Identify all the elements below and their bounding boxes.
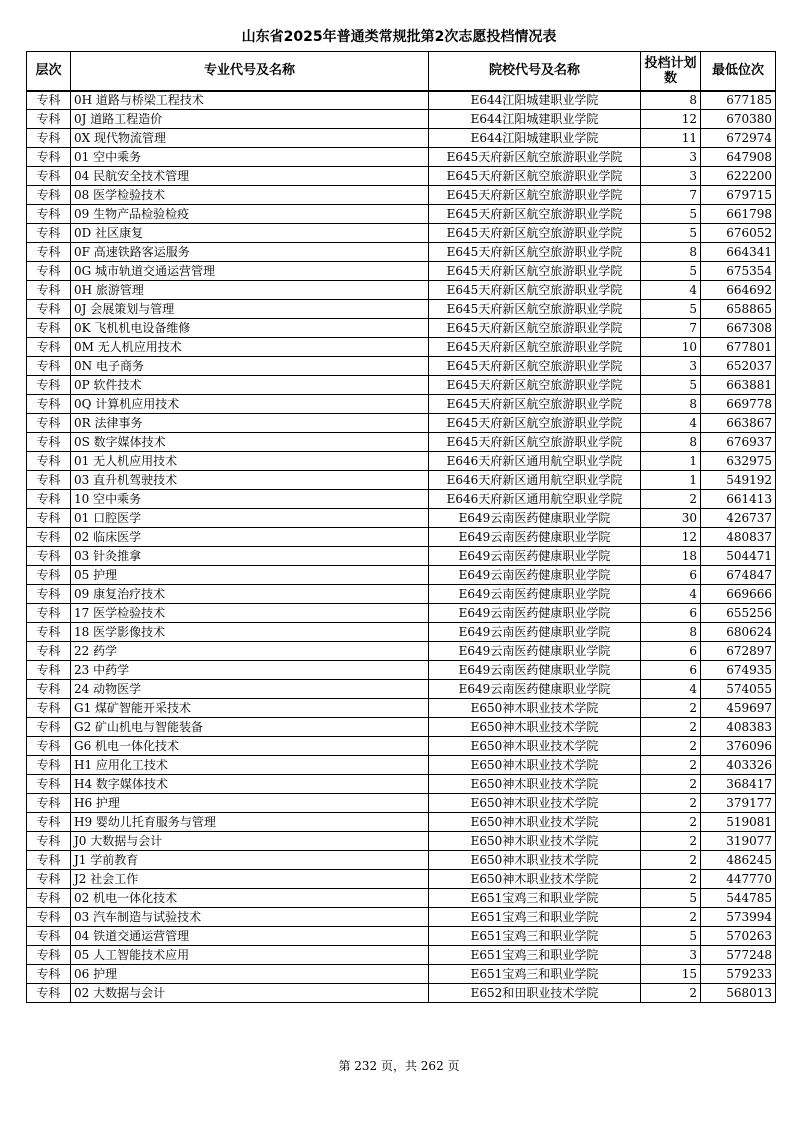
table-row (27, 243, 776, 262)
cell-major: 18 医学影像技术 (71, 623, 429, 642)
cell-major: H4 数字媒体技术 (71, 775, 429, 794)
cell-plan: 30 (641, 509, 701, 528)
table-row (27, 129, 776, 148)
cell-major: 0D 社区康复 (71, 224, 429, 243)
cell-major: J2 社会工作 (71, 870, 429, 889)
table-row (27, 110, 776, 129)
cell-school: E645天府新区航空旅游职业学院 (429, 281, 641, 300)
cell-major: H1 应用化工技术 (71, 756, 429, 775)
cell-rank: 672897 (701, 642, 776, 661)
cell-rank: 674935 (701, 661, 776, 680)
cell-plan: 15 (641, 965, 701, 984)
cell-plan: 10 (641, 338, 701, 357)
cell-school: E645天府新区航空旅游职业学院 (429, 376, 641, 395)
header-rank: 最低位次 (701, 52, 776, 91)
cell-level: 专科 (27, 110, 71, 129)
cell-plan: 7 (641, 186, 701, 205)
cell-rank: 622200 (701, 167, 776, 186)
cell-major: 04 民航安全技术管理 (71, 167, 429, 186)
cell-level: 专科 (27, 585, 71, 604)
cell-level: 专科 (27, 946, 71, 965)
cell-level: 专科 (27, 528, 71, 547)
cell-school: E645天府新区航空旅游职业学院 (429, 148, 641, 167)
cell-school: E651宝鸡三和职业学院 (429, 889, 641, 908)
table-row (27, 984, 776, 1003)
table-header-row (27, 52, 776, 91)
cell-plan: 2 (641, 908, 701, 927)
table-row (27, 623, 776, 642)
cell-major: 06 护理 (71, 965, 429, 984)
table-row (27, 186, 776, 205)
cell-rank: 664692 (701, 281, 776, 300)
cell-school: E650神木职业技术学院 (429, 851, 641, 870)
cell-level: 专科 (27, 262, 71, 281)
cell-level: 专科 (27, 281, 71, 300)
cell-rank: 661798 (701, 205, 776, 224)
header-plan: 投档计划数 (641, 52, 701, 91)
cell-level: 专科 (27, 129, 71, 148)
cell-school: E646天府新区通用航空职业学院 (429, 490, 641, 509)
table-row (27, 737, 776, 756)
cell-level: 专科 (27, 471, 71, 490)
page-footer: 第 232 页，共 262 页 (338, 1059, 460, 1073)
cell-level: 专科 (27, 186, 71, 205)
cell-major: 0J 道路工程造价 (71, 110, 429, 129)
cell-school: E650神木职业技术学院 (429, 756, 641, 775)
table-row (27, 471, 776, 490)
cell-plan: 3 (641, 357, 701, 376)
cell-rank: 319077 (701, 832, 776, 851)
table-row (27, 585, 776, 604)
cell-plan: 4 (641, 680, 701, 699)
cell-major: 01 口腔医学 (71, 509, 429, 528)
cell-rank: 573994 (701, 908, 776, 927)
cell-plan: 2 (641, 718, 701, 737)
cell-major: 03 针灸推拿 (71, 547, 429, 566)
admission-table (26, 51, 776, 1003)
table-row (27, 338, 776, 357)
page-title: 山东省2025年普通类常规批第2次志愿投档情况表 (241, 29, 557, 45)
table-row (27, 547, 776, 566)
cell-school: E649云南医药健康职业学院 (429, 642, 641, 661)
cell-level: 专科 (27, 661, 71, 680)
cell-rank: 579233 (701, 965, 776, 984)
cell-rank: 403326 (701, 756, 776, 775)
cell-major: 09 生物产品检验检疫 (71, 205, 429, 224)
cell-level: 专科 (27, 642, 71, 661)
table-row (27, 205, 776, 224)
cell-school: E646天府新区通用航空职业学院 (429, 471, 641, 490)
cell-plan: 1 (641, 471, 701, 490)
cell-plan: 5 (641, 300, 701, 319)
cell-level: 专科 (27, 737, 71, 756)
cell-rank: 577248 (701, 946, 776, 965)
cell-plan: 5 (641, 205, 701, 224)
cell-school: E650神木职业技术学院 (429, 832, 641, 851)
cell-level: 专科 (27, 832, 71, 851)
table-body (27, 91, 776, 1003)
cell-level: 专科 (27, 414, 71, 433)
cell-school: E645天府新区航空旅游职业学院 (429, 433, 641, 452)
table-row (27, 148, 776, 167)
cell-plan: 3 (641, 946, 701, 965)
cell-major: 10 空中乘务 (71, 490, 429, 509)
table-row (27, 661, 776, 680)
cell-level: 专科 (27, 623, 71, 642)
cell-plan: 4 (641, 281, 701, 300)
cell-school: E645天府新区航空旅游职业学院 (429, 319, 641, 338)
table-row (27, 528, 776, 547)
cell-rank: 663881 (701, 376, 776, 395)
table-row (27, 566, 776, 585)
cell-plan: 7 (641, 319, 701, 338)
cell-plan: 8 (641, 623, 701, 642)
cell-major: 0M 无人机应用技术 (71, 338, 429, 357)
table-row (27, 889, 776, 908)
cell-level: 专科 (27, 395, 71, 414)
header-level: 层次 (27, 52, 71, 91)
cell-level: 专科 (27, 794, 71, 813)
table-row (27, 756, 776, 775)
table-row (27, 699, 776, 718)
cell-major: 0H 旅游管理 (71, 281, 429, 300)
cell-major: G1 煤矿智能开采技术 (71, 699, 429, 718)
cell-major: 17 医学检验技术 (71, 604, 429, 623)
cell-rank: 574055 (701, 680, 776, 699)
table-row (27, 490, 776, 509)
cell-major: 02 临床医学 (71, 528, 429, 547)
table-row (27, 281, 776, 300)
cell-school: E645天府新区航空旅游职业学院 (429, 186, 641, 205)
cell-major: 0X 现代物流管理 (71, 129, 429, 148)
cell-rank: 647908 (701, 148, 776, 167)
table-row (27, 357, 776, 376)
cell-rank: 680624 (701, 623, 776, 642)
cell-plan: 2 (641, 756, 701, 775)
cell-school: E649云南医药健康职业学院 (429, 528, 641, 547)
table-row (27, 395, 776, 414)
cell-plan: 5 (641, 262, 701, 281)
cell-level: 专科 (27, 243, 71, 262)
cell-level: 专科 (27, 718, 71, 737)
cell-plan: 6 (641, 642, 701, 661)
cell-school: E651宝鸡三和职业学院 (429, 927, 641, 946)
cell-rank: 676937 (701, 433, 776, 452)
table-row (27, 319, 776, 338)
cell-school: E649云南医药健康职业学院 (429, 585, 641, 604)
cell-major: 0S 数字媒体技术 (71, 433, 429, 452)
table-row (27, 224, 776, 243)
cell-rank: 568013 (701, 984, 776, 1003)
cell-plan: 2 (641, 490, 701, 509)
cell-level: 专科 (27, 300, 71, 319)
cell-plan: 8 (641, 243, 701, 262)
cell-major: 03 直升机驾驶技术 (71, 471, 429, 490)
cell-plan: 2 (641, 699, 701, 718)
cell-major: 23 中药学 (71, 661, 429, 680)
table-row (27, 642, 776, 661)
cell-school: E645天府新区航空旅游职业学院 (429, 262, 641, 281)
cell-rank: 376096 (701, 737, 776, 756)
cell-school: E645天府新区航空旅游职业学院 (429, 167, 641, 186)
cell-school: E649云南医药健康职业学院 (429, 680, 641, 699)
table-row (27, 167, 776, 186)
cell-school: E650神木职业技术学院 (429, 794, 641, 813)
cell-major: 0K 飞机机电设备维修 (71, 319, 429, 338)
cell-plan: 8 (641, 91, 701, 110)
cell-plan: 2 (641, 813, 701, 832)
cell-major: 03 汽车制造与试验技术 (71, 908, 429, 927)
cell-major: 05 人工智能技术应用 (71, 946, 429, 965)
header-major: 专业代号及名称 (71, 52, 429, 91)
cell-major: J0 大数据与会计 (71, 832, 429, 851)
cell-school: E644江阳城建职业学院 (429, 91, 641, 110)
table-row (27, 376, 776, 395)
cell-plan: 5 (641, 927, 701, 946)
table-row (27, 851, 776, 870)
cell-rank: 675354 (701, 262, 776, 281)
cell-major: 0H 道路与桥梁工程技术 (71, 91, 429, 110)
cell-level: 专科 (27, 604, 71, 623)
cell-major: G2 矿山机电与智能装备 (71, 718, 429, 737)
cell-rank: 379177 (701, 794, 776, 813)
table-row (27, 604, 776, 623)
header-school: 院校代号及名称 (429, 52, 641, 91)
cell-plan: 4 (641, 414, 701, 433)
cell-major: 04 铁道交通运营管理 (71, 927, 429, 946)
cell-level: 专科 (27, 889, 71, 908)
cell-rank: 632975 (701, 452, 776, 471)
cell-level: 专科 (27, 224, 71, 243)
cell-rank: 652037 (701, 357, 776, 376)
cell-level: 专科 (27, 984, 71, 1003)
cell-rank: 447770 (701, 870, 776, 889)
cell-plan: 5 (641, 376, 701, 395)
table-row (27, 509, 776, 528)
cell-plan: 2 (641, 870, 701, 889)
table-row (27, 718, 776, 737)
cell-school: E650神木职业技术学院 (429, 737, 641, 756)
cell-school: E651宝鸡三和职业学院 (429, 965, 641, 984)
cell-school: E649云南医药健康职业学院 (429, 623, 641, 642)
cell-level: 专科 (27, 148, 71, 167)
table-row (27, 262, 776, 281)
cell-level: 专科 (27, 338, 71, 357)
cell-plan: 12 (641, 110, 701, 129)
cell-rank: 486245 (701, 851, 776, 870)
cell-major: 22 药学 (71, 642, 429, 661)
cell-rank: 669666 (701, 585, 776, 604)
cell-rank: 674847 (701, 566, 776, 585)
cell-rank: 480837 (701, 528, 776, 547)
cell-plan: 11 (641, 129, 701, 148)
cell-rank: 661413 (701, 490, 776, 509)
table-row (27, 965, 776, 984)
cell-rank: 679715 (701, 186, 776, 205)
table-row (27, 946, 776, 965)
cell-plan: 6 (641, 566, 701, 585)
cell-school: E644江阳城建职业学院 (429, 129, 641, 148)
cell-major: 0P 软件技术 (71, 376, 429, 395)
cell-major: 0J 会展策划与管理 (71, 300, 429, 319)
cell-rank: 549192 (701, 471, 776, 490)
cell-school: E646天府新区通用航空职业学院 (429, 452, 641, 471)
cell-rank: 677185 (701, 91, 776, 110)
cell-school: E650神木职业技术学院 (429, 699, 641, 718)
cell-level: 专科 (27, 357, 71, 376)
cell-rank: 426737 (701, 509, 776, 528)
cell-level: 专科 (27, 775, 71, 794)
cell-plan: 5 (641, 889, 701, 908)
cell-major: 02 大数据与会计 (71, 984, 429, 1003)
cell-school: E644江阳城建职业学院 (429, 110, 641, 129)
cell-plan: 4 (641, 585, 701, 604)
cell-major: 09 康复治疗技术 (71, 585, 429, 604)
cell-plan: 8 (641, 395, 701, 414)
cell-rank: 368417 (701, 775, 776, 794)
cell-school: E650神木职业技术学院 (429, 813, 641, 832)
cell-rank: 655256 (701, 604, 776, 623)
cell-school: E649云南医药健康职业学院 (429, 604, 641, 623)
table-row (27, 91, 776, 110)
cell-level: 专科 (27, 851, 71, 870)
table-row (27, 680, 776, 699)
cell-school: E645天府新区航空旅游职业学院 (429, 300, 641, 319)
cell-school: E645天府新区航空旅游职业学院 (429, 414, 641, 433)
cell-rank: 664341 (701, 243, 776, 262)
cell-major: 0N 电子商务 (71, 357, 429, 376)
cell-plan: 12 (641, 528, 701, 547)
cell-rank: 667308 (701, 319, 776, 338)
cell-major: 05 护理 (71, 566, 429, 585)
cell-level: 专科 (27, 91, 71, 110)
cell-school: E645天府新区航空旅游职业学院 (429, 338, 641, 357)
cell-level: 专科 (27, 167, 71, 186)
cell-plan: 2 (641, 832, 701, 851)
cell-rank: 663867 (701, 414, 776, 433)
cell-plan: 6 (641, 661, 701, 680)
cell-level: 专科 (27, 699, 71, 718)
table-row (27, 433, 776, 452)
cell-level: 专科 (27, 870, 71, 889)
cell-level: 专科 (27, 965, 71, 984)
cell-major: G6 机电一体化技术 (71, 737, 429, 756)
cell-major: 0F 高速铁路客运服务 (71, 243, 429, 262)
cell-rank: 676052 (701, 224, 776, 243)
cell-plan: 6 (641, 604, 701, 623)
cell-school: E649云南医药健康职业学院 (429, 661, 641, 680)
cell-school: E650神木职业技术学院 (429, 718, 641, 737)
cell-level: 专科 (27, 509, 71, 528)
cell-major: 0R 法律事务 (71, 414, 429, 433)
cell-school: E650神木职业技术学院 (429, 775, 641, 794)
table-row (27, 414, 776, 433)
cell-rank: 672974 (701, 129, 776, 148)
cell-school: E645天府新区航空旅游职业学院 (429, 205, 641, 224)
cell-level: 专科 (27, 452, 71, 471)
cell-plan: 3 (641, 167, 701, 186)
cell-rank: 669778 (701, 395, 776, 414)
cell-level: 专科 (27, 927, 71, 946)
cell-level: 专科 (27, 566, 71, 585)
cell-level: 专科 (27, 756, 71, 775)
cell-school: E652和田职业技术学院 (429, 984, 641, 1003)
cell-major: H9 婴幼儿托育服务与管理 (71, 813, 429, 832)
cell-school: E645天府新区航空旅游职业学院 (429, 243, 641, 262)
cell-rank: 408383 (701, 718, 776, 737)
cell-level: 专科 (27, 319, 71, 338)
cell-plan: 18 (641, 547, 701, 566)
cell-major: 0G 城市轨道交通运营管理 (71, 262, 429, 281)
cell-school: E651宝鸡三和职业学院 (429, 946, 641, 965)
cell-rank: 544785 (701, 889, 776, 908)
cell-major: 01 空中乘务 (71, 148, 429, 167)
cell-school: E649云南医药健康职业学院 (429, 566, 641, 585)
cell-level: 专科 (27, 908, 71, 927)
table-row (27, 813, 776, 832)
cell-school: E649云南医药健康职业学院 (429, 509, 641, 528)
cell-school: E645天府新区航空旅游职业学院 (429, 357, 641, 376)
cell-level: 专科 (27, 376, 71, 395)
cell-level: 专科 (27, 490, 71, 509)
table-row (27, 832, 776, 851)
cell-major: H6 护理 (71, 794, 429, 813)
cell-major: 24 动物医学 (71, 680, 429, 699)
cell-rank: 459697 (701, 699, 776, 718)
cell-plan: 2 (641, 737, 701, 756)
cell-major: 0Q 计算机应用技术 (71, 395, 429, 414)
cell-plan: 2 (641, 984, 701, 1003)
cell-rank: 504471 (701, 547, 776, 566)
cell-plan: 2 (641, 794, 701, 813)
cell-level: 专科 (27, 205, 71, 224)
table-row (27, 794, 776, 813)
table-row (27, 870, 776, 889)
cell-plan: 2 (641, 851, 701, 870)
cell-rank: 670380 (701, 110, 776, 129)
cell-school: E650神木职业技术学院 (429, 870, 641, 889)
cell-rank: 677801 (701, 338, 776, 357)
cell-level: 专科 (27, 813, 71, 832)
cell-school: E649云南医药健康职业学院 (429, 547, 641, 566)
table-row (27, 775, 776, 794)
table-row (27, 908, 776, 927)
cell-rank: 658865 (701, 300, 776, 319)
cell-level: 专科 (27, 433, 71, 452)
cell-school: E645天府新区航空旅游职业学院 (429, 224, 641, 243)
cell-plan: 5 (641, 224, 701, 243)
cell-plan: 8 (641, 433, 701, 452)
table-row (27, 452, 776, 471)
cell-major: 01 无人机应用技术 (71, 452, 429, 471)
cell-plan: 3 (641, 148, 701, 167)
cell-school: E645天府新区航空旅游职业学院 (429, 395, 641, 414)
cell-plan: 1 (641, 452, 701, 471)
cell-rank: 570263 (701, 927, 776, 946)
cell-plan: 2 (641, 775, 701, 794)
cell-level: 专科 (27, 547, 71, 566)
cell-rank: 519081 (701, 813, 776, 832)
table-row (27, 927, 776, 946)
cell-major: J1 学前教育 (71, 851, 429, 870)
cell-school: E651宝鸡三和职业学院 (429, 908, 641, 927)
cell-level: 专科 (27, 680, 71, 699)
cell-major: 08 医学检验技术 (71, 186, 429, 205)
cell-major: 02 机电一体化技术 (71, 889, 429, 908)
table-row (27, 300, 776, 319)
